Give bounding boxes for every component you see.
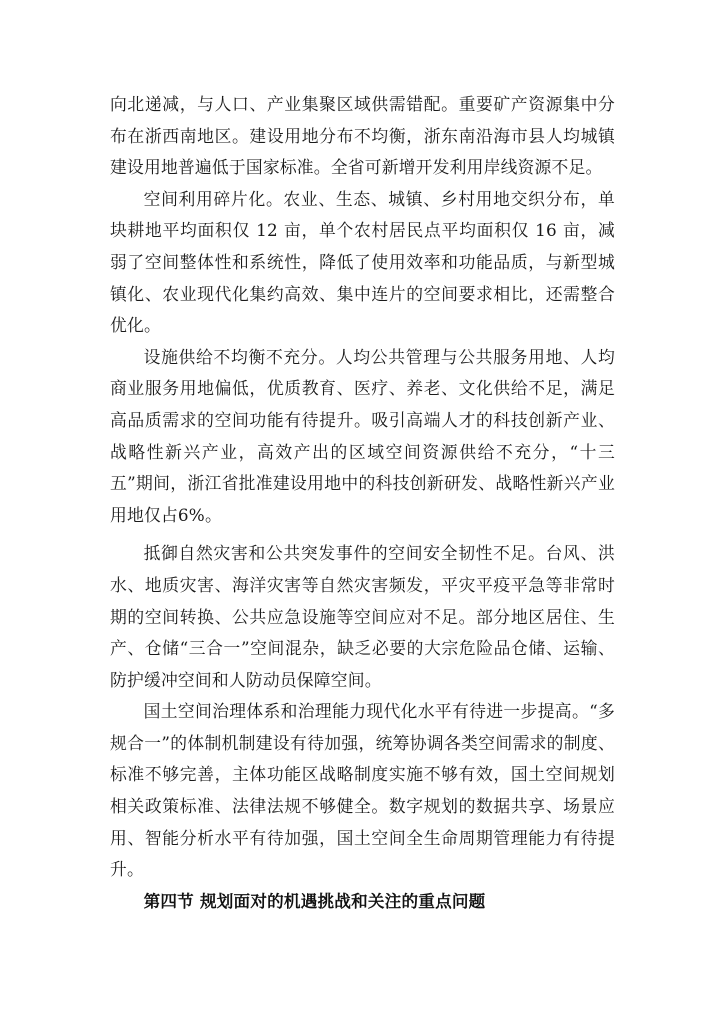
- paragraph-governance-modernization: 国土空间治理体系和治理能力现代化水平有待进一步提高。“多规合一”的体制机制建设有待加强，统筹协调各类空间需求的制度、标准不够完善，主体功能区战略制度实施不够有效，国土空间规划相关政策标准、法律法规不够健全。数字规划的数据共享、场景应用、智能分析水平有待加强，国土空间全生命周期管理能力有待提升。: [110, 701, 615, 880]
- paragraph-resource-distribution: 向北递减，与人口、产业集聚区域供需错配。重要矿产资源集中分布在浙西南地区。建设用地分布不均衡，浙东南沿海市县人均城镇建设用地普遍低于国家标准。全省可新增开发利用岸线资源不足。: [110, 94, 615, 178]
- document-body: [110, 89, 615, 917]
- paragraph-disaster-resilience: 抵御自然灾害和公共突发事件的空间安全韧性不足。台风、洪水、地质灾害、海洋灾害等自然灾害频发，平灾平疫平急等非常时期的空间转换、公共应急设施等空间应对不足。部分地区居住、生产、仓储“三合一”空间混杂，缺乏必要的大宗危险品仓储、运输、防护缓冲空间和人防动员保障空间。: [110, 543, 615, 690]
- section-heading: 第四节 规划面对的机遇挑战和关注的重点问题: [143, 891, 486, 911]
- paragraph-facility-supply: 设施供给不均衡不充分。人均公共管理与公共服务用地、人均商业服务用地偏低，优质教育、医疗、养老、文化供给不足，满足高品质需求的空间功能有待提升。吸引高端人才的科技创新产业、战略性新兴产业，高效产出的区域空间资源供给不充分，“十三五”期间，浙江省批准建设用地中的科技创新研发、战略性新兴产业用地仅占6%。: [110, 346, 615, 525]
- paragraph-space-fragmentation: 空间利用碎片化。农业、生态、城镇、乡村用地交织分布，单块耕地平均面积仅 12 亩，单个农村居民点平均面积仅 16 亩，减弱了空间整体性和系统性，降低了使用效率和功能品质，与新型城镇化、农业现代化集约高效、集中连片的空间要求相比，还需整合优化。: [110, 188, 615, 336]
